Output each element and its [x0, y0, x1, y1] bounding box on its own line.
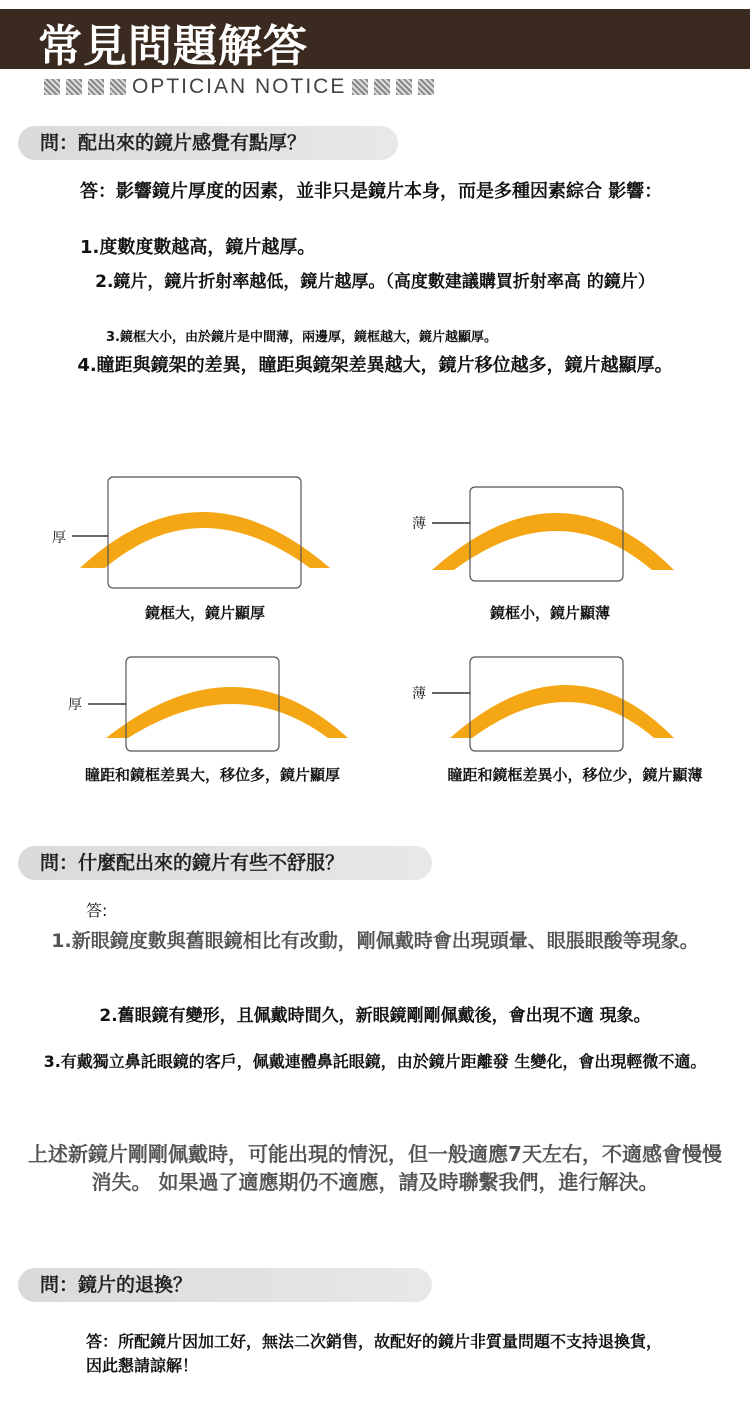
question-bar-returns: [18, 1268, 432, 1302]
page-title: 常見問題解答: [38, 21, 308, 72]
lens-arc: [432, 513, 674, 570]
discomfort-point-1: 1.新眼鏡度數與舊眼鏡相比有改動，剛佩戴時會出現頭暈、眼脹眼酸等現象。: [51, 930, 699, 952]
answer-point-3: 3.鏡框大小，由於鏡片是中間薄，兩邊厚，鏡框越大，鏡片越顯厚。: [106, 330, 497, 345]
subtitle-text: OPTICIAN NOTICE: [132, 75, 347, 98]
pattern-block-icon: [418, 79, 434, 95]
question-text: 問：什麼配出來的鏡片有些不舒服？: [40, 852, 345, 874]
edge-label: 薄: [412, 683, 426, 703]
question-bar-discomfort: [18, 846, 432, 880]
edge-label: 厚: [52, 527, 66, 547]
discomfort-point-2: 2.舊眼鏡有變形，且佩戴時間久，新眼鏡剛剛佩戴後，會出現不適 現象。: [99, 1006, 651, 1026]
discomfort-point-3: 3.有戴獨立鼻託眼鏡的客戶，佩戴連體鼻託眼鏡，由於鏡片距離發 生變化，會出現輕微不適。: [43, 1052, 707, 1071]
question-bar-thickness: [18, 126, 398, 160]
pattern-block-icon: [396, 79, 412, 95]
pattern-block-icon: [352, 79, 368, 95]
answer-intro: 答：影響鏡片厚度的因素，並非只是鏡片本身，而是多種因素綜合 影響：: [80, 181, 663, 202]
lens-arc: [450, 685, 674, 738]
header-banner: [0, 9, 750, 72]
question-text: 問：鏡片的退換？: [40, 1274, 193, 1296]
edge-label: 厚: [68, 694, 82, 714]
pattern-block-icon: [44, 79, 60, 95]
lens-arc: [106, 687, 348, 738]
pattern-block-icon: [110, 79, 126, 95]
answer-label: 答:: [86, 901, 108, 920]
diagram-caption: 瞳距和鏡框差異大，移位多，鏡片顯厚: [84, 766, 340, 784]
pattern-block-icon: [66, 79, 82, 95]
answer-point-4: 4.瞳距與鏡架的差異，瞳距與鏡架差異越大，鏡片移位越多，鏡片越顯厚。: [77, 355, 673, 376]
pattern-block-icon: [88, 79, 104, 95]
question-text: 問：配出來的鏡片感覺有點厚？: [40, 132, 307, 154]
diagram-caption: 鏡框小，鏡片顯薄: [489, 604, 610, 622]
adaptation-summary: 上述新鏡片剛剛佩戴時，可能出現的情況，但一般適應7天左右，不適感會慢慢消失。 如果過了適應期仍不適應，請及時聯繫我們，進行解決。: [28, 1142, 722, 1194]
diagram-caption: 鏡框大，鏡片顯厚: [144, 604, 265, 622]
diagram-caption: 瞳距和鏡框差異小，移位少，鏡片顯薄: [447, 766, 703, 784]
lens-diagram-large-frame: [50, 476, 320, 616]
header-subtitle: [44, 74, 434, 100]
lens-arc: [80, 512, 330, 568]
pattern-block-icon: [374, 79, 390, 95]
returns-answer: 答：所配鏡片因加工好，無法二次銷售，故配好的鏡片非質量問題不支持退換貨，因此懇請諒解！: [86, 1332, 663, 1375]
edge-label: 薄: [412, 513, 426, 533]
answer-point-1: 1.度數度數越高，鏡片越厚。: [80, 237, 316, 258]
answer-point-2: 2.鏡片，鏡片折射率越低，鏡片越厚。（高度數建議購買折射率高 的鏡片）: [95, 272, 655, 292]
